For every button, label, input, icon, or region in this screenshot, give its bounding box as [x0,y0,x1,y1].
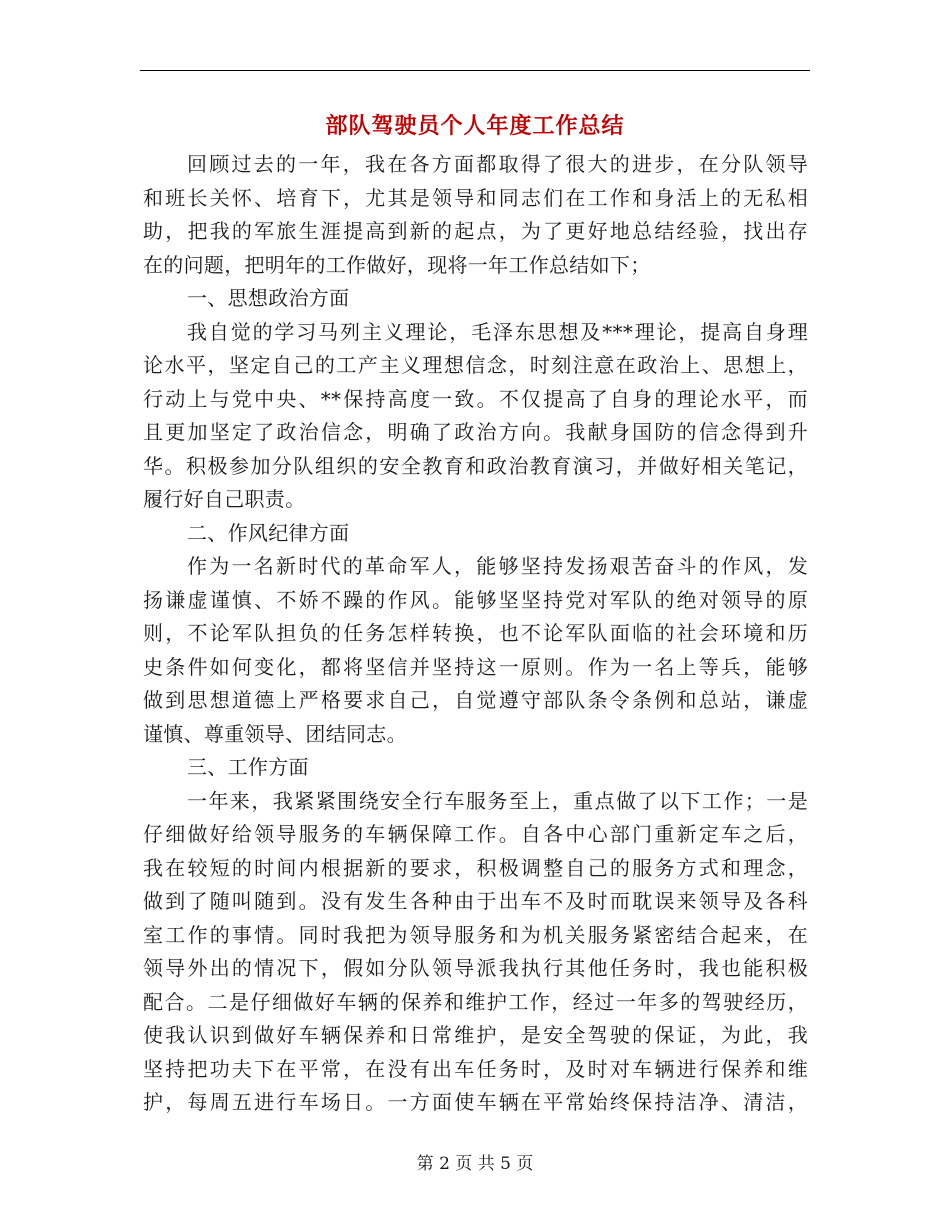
paragraph-line: 我自觉的学习马列主义理论，毛泽东思想及***理论，提高自身理 [187,319,808,344]
paragraph-line: 作为一名新时代的革命军人，能够坚持发扬艰苦奋斗的作风，发 [187,554,808,578]
document-title: 部队驾驶员个人年度工作总结 [325,113,625,139]
paragraph-line: 使我认识到做好车辆保养和日常维护，是安全驾驶的保证，为此，我 [143,1023,808,1047]
paragraph-line: 领导外出的情况下，假如分队领导派我执行其他任务时，我也能积极 [143,956,808,980]
paragraph-line: 且更加坚定了政治信念，明确了政治方向。我献身国防的信念得到升 [143,420,808,444]
section-heading: 二、作风纪律方面 [187,520,350,545]
paragraph-line: 护，每周五进行车场日。一方面使车辆在平常始终保持洁净、清洁， [143,1090,808,1114]
paragraph-line: 坚持把功夫下在平常，在没有出车任务时，及时对车辆进行保养和维 [143,1056,808,1081]
paragraph-line: 谨慎、尊重领导、团结同志。 [143,721,407,746]
header-rule [140,70,810,71]
paragraph-line: 做到了随叫随到。没有发生各种由于出车不及时而耽误来领导及各科 [143,889,808,913]
paragraph-line: 我在较短的时间内根据新的要求，积极调整自己的服务方式和理念， [143,855,808,880]
paragraph-line: 扬谦虚谨慎、不娇不躁的作风。能够坚坚持党对军队的绝对领导的原 [143,587,808,612]
paragraph-line: 回顾过去的一年，我在各方面都取得了很大的进步，在分队领导 [187,152,808,176]
paragraph-line: 和班长关怀、培育下，尤其是领导和同志们在工作和身活上的无私相 [143,185,808,210]
paragraph-line: 华。积极参加分队组织的安全教育和政治教育演习，并做好相关笔记， [143,453,808,478]
paragraph-line: 论水平，坚定自己的工产主义理想信念，时刻注意在政治上、思想上， [143,353,808,377]
paragraph-line: 则，不论军队担负的任务怎样转换，也不论军队面临的社会环境和历 [143,621,808,645]
section-heading: 三、工作方面 [187,755,309,779]
paragraph-line: 做到思想道德上严格要求自己，自觉遵守部队条令条例和总站，谦虚 [143,688,808,712]
paragraph-line: 仔细做好给领导服务的车辆保障工作。自各中心部门重新定车之后， [143,822,808,846]
paragraph-line: 配合。二是仔细做好车辆的保养和维护工作，经过一年多的驾驶经历， [143,989,808,1014]
paragraph-line: 一年来，我紧紧围绕安全行车服务至上，重点做了以下工作；一是 [187,788,808,813]
paragraph-line: 履行好自己职责。 [143,487,306,511]
paragraph-line: 史条件如何变化，都将坚信并坚持这一原则。作为一名上等兵，能够 [143,654,808,679]
paragraph-line: 室工作的事情。同时我把为领导服务和为机关服务紧密结合起来，在 [143,922,808,947]
paragraph-line: 助，把我的军旅生涯提高到新的起点，为了更好地总结经验，找出存 [143,219,808,243]
section-heading: 一、思想政治方面 [187,286,350,310]
paragraph-line: 行动上与党中央、**保持高度一致。不仅提高了自身的理论水平，而 [143,386,808,411]
paragraph-line: 在的问题，把明年的工作做好，现将一年工作总结如下； [143,252,651,277]
document-body [143,148,808,1120]
page-number: 第 2 页 共 5 页 [416,1154,534,1174]
